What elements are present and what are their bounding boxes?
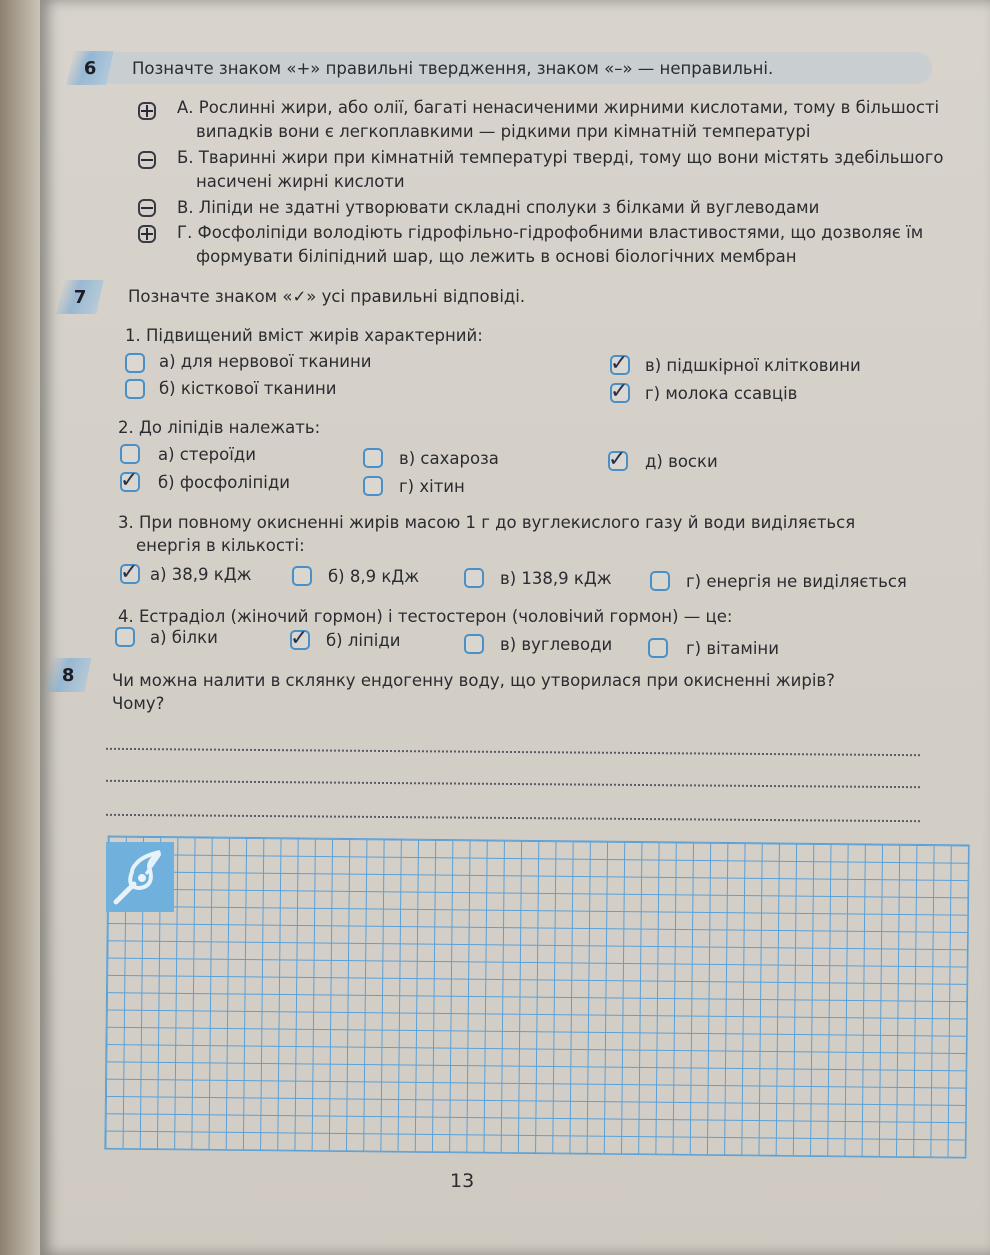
task7-q4-text: 4. Естрадіол (жіночий гормон) і тестостерон (чоловічий гормон) — це:: [118, 607, 733, 626]
task6-sign-box-b[interactable]: [138, 151, 156, 169]
task6-item-b-line1: Б. Тваринні жири при кімнатній температурі тверді, тому що вони містять здебільшого: [177, 148, 944, 167]
task7-q4-checkbox-d[interactable]: [648, 638, 668, 658]
check-mark-icon: ✓: [610, 379, 629, 404]
task7-q3-checkbox-a[interactable]: [120, 560, 140, 585]
check-mark-icon: ✓: [608, 447, 627, 472]
task7-q1-checkbox-d[interactable]: [610, 379, 630, 404]
task7-q4-option-c: в) вуглеводи: [500, 635, 613, 654]
task7-instruction: Позначте знаком «✓» усі правильні відповіді.: [128, 287, 526, 306]
task7-q2-option-b: б) фосфоліпіди: [158, 473, 290, 492]
check-mark-icon: ✓: [120, 560, 139, 585]
task7-number: 7: [56, 280, 103, 314]
task6-sign-box-c[interactable]: [138, 199, 156, 217]
task7-q3-checkbox-b[interactable]: [292, 566, 312, 586]
task7-q2-checkbox-b[interactable]: [120, 468, 140, 493]
task7-q2-option-d: г) хітин: [399, 477, 465, 496]
task7-q1-checkbox-c[interactable]: [610, 351, 630, 376]
task6-item-d-line1: Г. Фосфоліпіди володіють гідрофільно-гідрофобними властивостями, що дозволяє їм: [177, 223, 924, 242]
check-mark-icon: ✓: [290, 626, 309, 651]
task7-q4-checkbox-a[interactable]: [115, 627, 135, 647]
task7-q2-option-e: д) воски: [645, 452, 718, 471]
task7-q2-checkbox-d[interactable]: [363, 476, 383, 496]
task8-question-line2: Чому?: [112, 694, 165, 713]
page-number: 13: [450, 1170, 475, 1192]
answer-line-1[interactable]: [106, 748, 920, 756]
task7-q2-checkbox-c[interactable]: [363, 448, 383, 468]
task6-number: 6: [66, 51, 113, 85]
check-mark-icon: ✓: [610, 351, 629, 376]
task7-q3-text-line2: енергія в кількості:: [136, 536, 305, 555]
task7-q1-checkbox-b[interactable]: [125, 379, 145, 399]
task7-q3-option-a: а) 38,9 кДж: [150, 565, 252, 584]
task7-q1-option-b: б) кісткової тканини: [159, 379, 337, 398]
task7-q2-option-a: а) стероїди: [158, 445, 256, 464]
task6-item-b-line2: насичені жирні кислоти: [196, 172, 405, 191]
task7-q1-option-a: а) для нервової тканини: [159, 352, 372, 371]
task7-q2-option-c: в) сахароза: [399, 449, 499, 468]
check-mark-icon: ✓: [120, 468, 139, 493]
task7-q2-text: 2. До ліпідів належать:: [118, 418, 321, 437]
task7-q4-checkbox-b[interactable]: [290, 626, 310, 651]
task6-item-a-line2: випадків вони є легкоплавкими — рідкими при кімнатній температурі: [196, 122, 811, 141]
task7-q3-option-d: г) енергія не виділяється: [686, 572, 907, 591]
task7-q3-option-c: в) 138,9 кДж: [500, 569, 612, 588]
task7-q4-checkbox-c[interactable]: [464, 634, 484, 654]
book-spine: [0, 0, 44, 1255]
task7-q1-checkbox-a[interactable]: [125, 353, 145, 373]
task7-q4-option-d: г) вітаміни: [686, 639, 779, 658]
pen-nib-icon: [106, 842, 174, 912]
task6-sign-box-d[interactable]: [138, 225, 156, 243]
task7-q1-option-d: г) молока ссавців: [645, 384, 798, 403]
task6-sign-box-a[interactable]: [138, 102, 156, 120]
task6-item-a-line1: А. Рослинні жири, або олії, багаті ненасиченими жирними кислотами, тому в більшості: [177, 98, 940, 117]
answer-line-2[interactable]: [106, 780, 920, 788]
squared-grid-area[interactable]: [104, 835, 969, 1158]
answer-line-3[interactable]: [106, 814, 920, 822]
task6-instruction: Позначте знаком «+» правильні твердження, знаком «–» — неправильні.: [132, 59, 774, 78]
task6-item-c-line1: В. Ліпіди не здатні утворювати складні сполуки з білками й вуглеводами: [177, 198, 820, 217]
task7-q1-text: 1. Підвищений вміст жирів характерний:: [125, 326, 483, 345]
task7-q1-option-c: в) підшкірної клітковини: [645, 356, 861, 375]
task7-q3-text-line1: 3. При повному окисненні жирів масою 1 г до вуглекислого газу й води виділяється: [118, 513, 856, 532]
task7-q2-checkbox-a[interactable]: [120, 444, 140, 464]
task8-question-line1: Чи можна налити в склянку ендогенну воду, що утворилася при окисненні жирів?: [112, 671, 835, 690]
task7-q2-checkbox-e[interactable]: [608, 447, 628, 472]
task7-q3-checkbox-d[interactable]: [650, 571, 670, 591]
task8-number: 8: [44, 658, 91, 692]
task7-q3-option-b: б) 8,9 кДж: [328, 567, 420, 586]
task7-q3-checkbox-c[interactable]: [464, 568, 484, 588]
task7-q4-option-b: б) ліпіди: [326, 631, 401, 650]
task6-item-d-line2: формувати біліпідний шар, що лежить в основі біологічних мембран: [196, 247, 797, 266]
task7-q4-option-a: а) білки: [150, 628, 218, 647]
workbook-page: [40, 0, 990, 1255]
